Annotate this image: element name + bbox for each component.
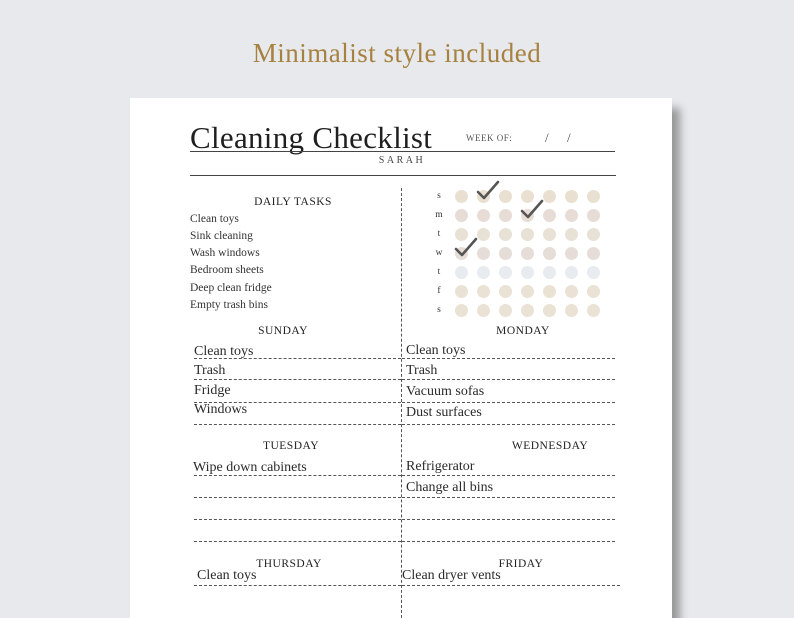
tracker-dot[interactable] — [543, 266, 556, 279]
entry-line — [194, 519, 401, 520]
tracker-dot[interactable] — [477, 304, 490, 317]
week-of-label: WEEK OF: — [466, 133, 513, 143]
tracker-dot[interactable] — [455, 266, 468, 279]
tagline: Minimalist style included — [252, 38, 542, 68]
entry-line — [402, 402, 615, 403]
tracker-dot[interactable] — [565, 285, 578, 298]
tracker-dot[interactable] — [587, 266, 600, 279]
checklist-title: Cleaning Checklist — [190, 120, 433, 155]
tracker-dot[interactable] — [499, 266, 512, 279]
tracker-dot[interactable] — [565, 266, 578, 279]
tracker-dot[interactable] — [565, 228, 578, 241]
tracker-day-letter: t — [437, 229, 441, 239]
entry-line — [402, 519, 615, 520]
tracker-dot[interactable] — [521, 285, 534, 298]
entry-line — [402, 541, 615, 542]
tracker-dot[interactable] — [499, 209, 512, 222]
tracker-dot[interactable] — [455, 190, 468, 203]
monday-task: Vacuum sofas — [406, 384, 485, 399]
tracker-dot[interactable] — [477, 247, 490, 260]
tracker-dot[interactable] — [477, 209, 490, 222]
entry-line — [194, 585, 401, 586]
checkmark-icon — [454, 237, 478, 259]
wednesday-task: Refrigerator — [406, 459, 475, 474]
title-underline — [190, 151, 615, 152]
sunday-task: Fridge — [194, 383, 231, 398]
tracker-dot[interactable] — [521, 304, 534, 317]
tracker-day-letter: t — [437, 267, 441, 277]
tracker-dot[interactable] — [543, 304, 556, 317]
tracker-dot[interactable] — [499, 190, 512, 203]
sunday-task: Windows — [194, 402, 248, 417]
tracker-dot[interactable] — [477, 228, 490, 241]
header-divider — [190, 175, 616, 176]
thursday-heading: THURSDAY — [256, 558, 322, 570]
sunday-task: Trash — [194, 363, 226, 378]
daily-task: Wash windows — [190, 247, 260, 259]
checkmark-icon — [476, 180, 500, 202]
daily-task: Bedroom sheets — [190, 264, 264, 276]
tracker-dot[interactable] — [499, 247, 512, 260]
friday-heading: FRIDAY — [498, 558, 544, 570]
column-divider — [401, 188, 402, 618]
daily-tasks-heading: DAILY TASKS — [254, 196, 332, 208]
tuesday-task: Wipe down cabinets — [193, 460, 307, 475]
sunday-heading: SUNDAY — [258, 325, 308, 337]
tracker-day-letter: m — [435, 210, 443, 220]
wednesday-task: Change all bins — [406, 480, 494, 495]
tracker-dot[interactable] — [499, 285, 512, 298]
entry-line — [402, 358, 615, 359]
daily-task: Sink cleaning — [190, 230, 253, 242]
tracker-dot[interactable] — [455, 285, 468, 298]
entry-line — [194, 424, 401, 425]
daily-task: Empty trash bins — [190, 299, 268, 311]
entry-line — [402, 379, 615, 380]
tracker-dot[interactable] — [565, 190, 578, 203]
tracker-dot[interactable] — [499, 304, 512, 317]
tracker-day-letter: w — [435, 248, 443, 258]
tracker-dot[interactable] — [565, 247, 578, 260]
entry-line — [402, 585, 620, 586]
tracker-dot[interactable] — [521, 247, 534, 260]
entry-line — [194, 402, 401, 403]
entry-line — [194, 358, 401, 359]
entry-line — [402, 424, 615, 425]
entry-line — [402, 475, 615, 476]
tracker-dot[interactable] — [543, 285, 556, 298]
tracker-day-letter: s — [437, 191, 441, 201]
monday-heading: MONDAY — [496, 325, 550, 337]
tracker-dot[interactable] — [543, 190, 556, 203]
tracker-dot[interactable] — [587, 304, 600, 317]
checklist-sheet — [130, 98, 672, 618]
entry-line — [194, 541, 401, 542]
tracker-dot[interactable] — [543, 228, 556, 241]
tracker-dot[interactable] — [477, 266, 490, 279]
tracker-day-letter: f — [437, 286, 441, 296]
monday-task: Clean toys — [406, 343, 466, 358]
daily-task: Deep clean fridge — [190, 282, 272, 294]
tracker-dot[interactable] — [565, 304, 578, 317]
entry-line — [194, 379, 401, 380]
checkmark-icon — [520, 199, 544, 221]
entry-line — [194, 497, 401, 498]
entry-line — [402, 497, 615, 498]
tracker-dot[interactable] — [587, 190, 600, 203]
wednesday-heading: WEDNESDAY — [511, 440, 589, 452]
tracker-dot[interactable] — [587, 228, 600, 241]
owner-name: SARAH — [378, 155, 426, 166]
thursday-task: Clean toys — [197, 568, 257, 583]
week-date-separator-1: / — [545, 130, 549, 145]
tracker-day-letter: s — [437, 305, 441, 315]
entry-line — [194, 475, 401, 476]
tracker-dot[interactable] — [521, 266, 534, 279]
tracker-dot[interactable] — [543, 247, 556, 260]
monday-task: Dust surfaces — [406, 405, 482, 420]
tracker-dot[interactable] — [499, 228, 512, 241]
sunday-task: Clean toys — [194, 344, 254, 359]
tracker-dot[interactable] — [587, 247, 600, 260]
tracker-dot[interactable] — [587, 285, 600, 298]
tuesday-heading: TUESDAY — [262, 440, 320, 452]
monday-task: Trash — [406, 363, 438, 378]
tracker-dot[interactable] — [565, 209, 578, 222]
tracker-dot[interactable] — [543, 209, 556, 222]
tracker-dot[interactable] — [455, 304, 468, 317]
tracker-dot[interactable] — [477, 285, 490, 298]
tracker-dot[interactable] — [587, 209, 600, 222]
week-date-separator-2: / — [567, 130, 571, 145]
friday-task: Clean dryer vents — [402, 568, 501, 583]
tracker-dot[interactable] — [521, 228, 534, 241]
tracker-dot[interactable] — [455, 209, 468, 222]
daily-task: Clean toys — [190, 213, 239, 225]
